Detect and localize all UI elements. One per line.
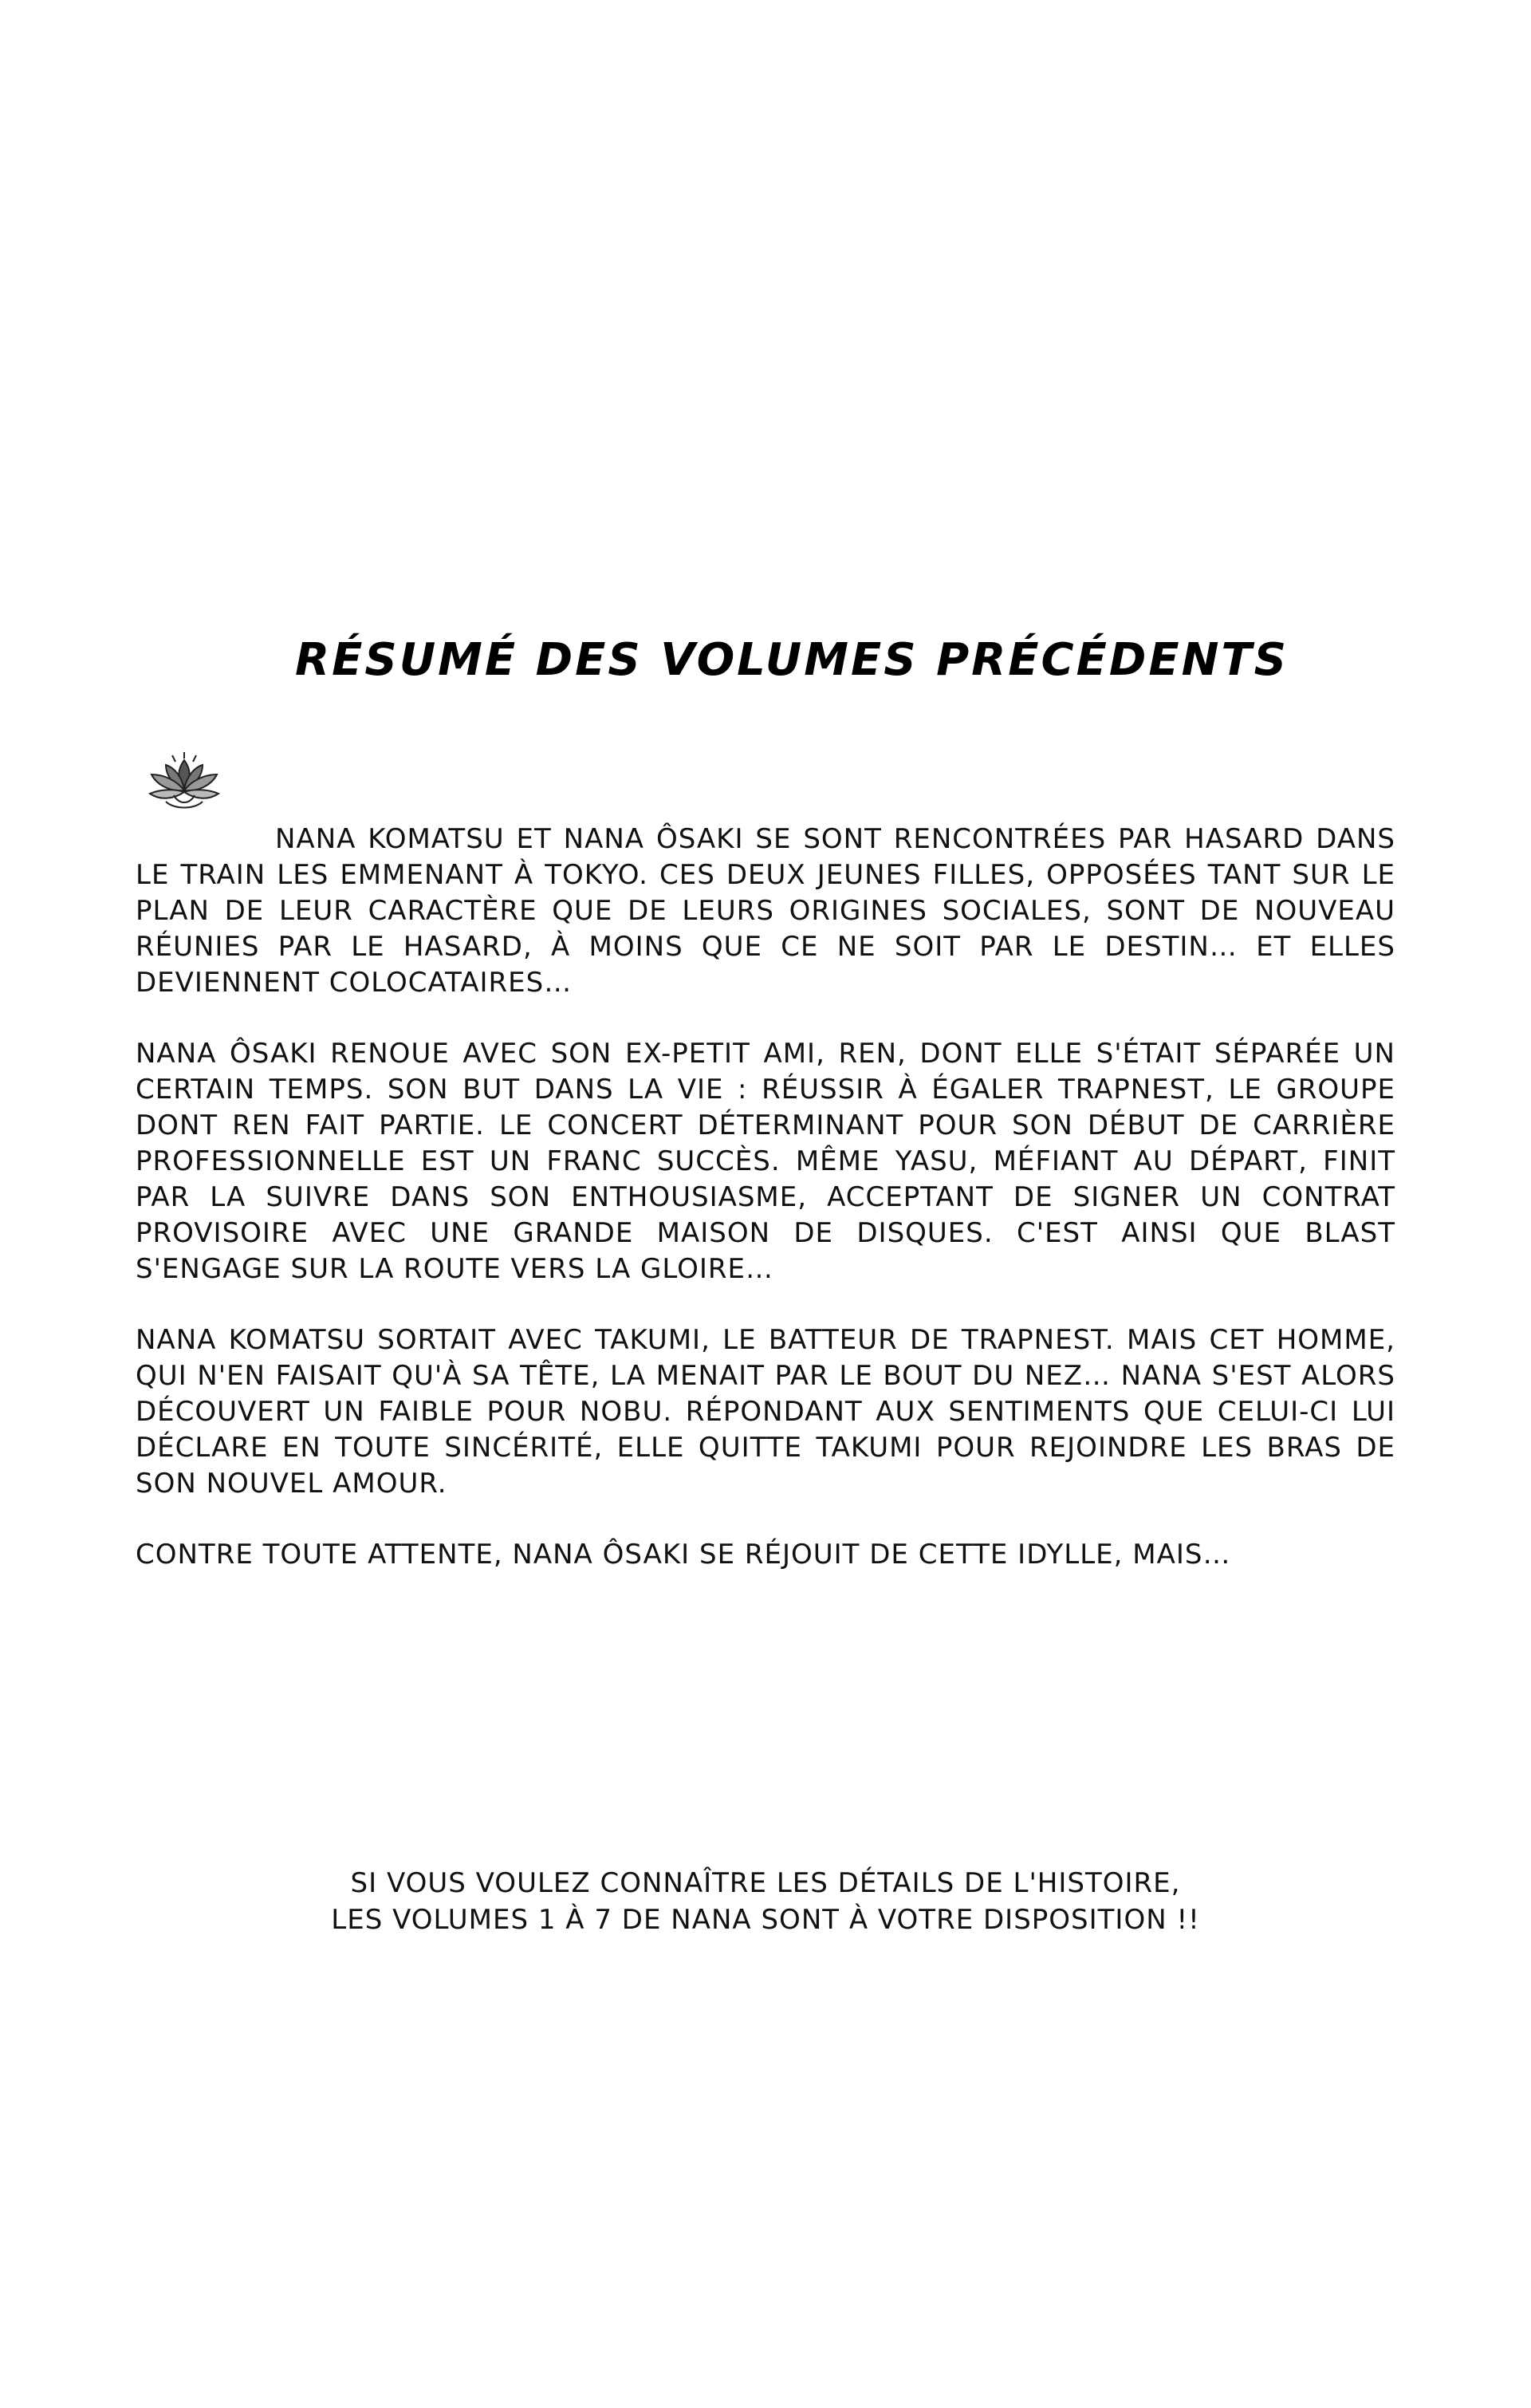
footer-line-2: LES VOLUMES 1 À 7 DE NANA SONT À VOTRE DISPOSITION !! bbox=[331, 1904, 1200, 1936]
summary-paragraph-1: NANA KOMATSU ET NANA ÔSAKI SE SONT RENCONTRÉES PAR HASARD DANS LE TRAIN LES EMMENANT À TOKYO. CES DEUX JEUNES FILLES, OPPOSÉES TANT SUR LE PLAN DE LEUR CARACTÈRE QUE DE LEURS ORIGINES SOCIALES, SONT DE NOUVEAU RÉUNIES PAR LE HASARD, À MOINS QUE CE NE SOIT PAR LE DESTIN… ET ELLES DEVIENNENT COLOCATAIRES… bbox=[136, 823, 1395, 999]
page-title: RÉSUMÉ DES VOLUMES PRÉCÉDENTS bbox=[295, 634, 1289, 686]
footer-line-1: SI VOUS VOULEZ CONNAÎTRE LES DÉTAILS DE L'HISTOIRE, bbox=[350, 1867, 1181, 1899]
footer-note bbox=[136, 1865, 1395, 1938]
summary-paragraph-3: NANA KOMATSU SORTAIT AVEC TAKUMI, LE BATTEUR DE TRAPNEST. MAIS CET HOMME, QUI N'EN FAISAIT QU'À SA TÊTE, LA MENAIT PAR LE BOUT DU NEZ… NANA S'EST ALORS DÉCOUVERT UN FAIBLE POUR NOBU. RÉPONDANT AUX SENTIMENTS QUE CELUI-CI LUI DÉCLARE EN TOUTE SINCÉRITÉ, ELLE QUITTE TAKUMI POUR REJOINDRE LES BRAS DE SON NOUVEL AMOUR. bbox=[136, 1324, 1395, 1500]
lotus-flower-icon bbox=[142, 746, 226, 814]
summary-paragraph-4: CONTRE TOUTE ATTENTE, NANA ÔSAKI SE RÉJOUIT DE CETTE IDYLLE, MAIS… bbox=[136, 1539, 1231, 1571]
summary-text bbox=[136, 822, 1395, 1608]
summary-paragraph-2: NANA ÔSAKI RENOUE AVEC SON EX-PETIT AMI, REN, DONT ELLE S'ÉTAIT SÉPARÉE UN CERTAIN TEMPS. SON BUT DANS LA VIE : RÉUSSIR À ÉGALER TRAPNEST, LE GROUPE DONT REN FAIT PARTIE. LE CONCERT DÉTERMINANT POUR SON DÉBUT DE CARRIÈRE PROFESSIONNELLE EST UN FRANC SUCCÈS. MÊME YASU, MÉFIANT AU DÉPART, FINIT PAR LA SUIVRE DANS SON ENTHOUSIASME, ACCEPTANT DE SIGNER UN CONTRAT PROVISOIRE AVEC UNE GRANDE MAISON DE DISQUES. C'EST AINSI QUE BLAST S'ENGAGE SUR LA ROUTE VERS LA GLOIRE… bbox=[136, 1038, 1395, 1285]
